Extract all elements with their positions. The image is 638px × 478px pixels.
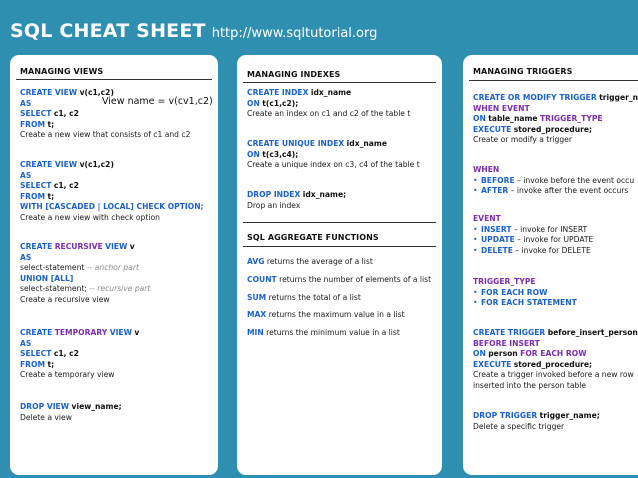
keyword: BEFORE bbox=[481, 175, 515, 185]
text: select-statement; bbox=[20, 284, 87, 294]
keyword: CREATE INDEX bbox=[247, 88, 309, 97]
keyword: RECURSIVE bbox=[54, 242, 103, 251]
divider bbox=[243, 82, 436, 83]
drop-index-block bbox=[247, 190, 346, 211]
comment: -- anchor part bbox=[86, 263, 139, 273]
identifier: t; bbox=[47, 359, 55, 369]
keyword: WHEN EVENT bbox=[473, 103, 530, 113]
keyword: UNION [ALL] bbox=[20, 273, 74, 283]
keyword: AS bbox=[20, 98, 32, 108]
keyword: AS bbox=[20, 338, 32, 348]
keyword: INSERT bbox=[481, 224, 512, 234]
keyword: CREATE VIEW bbox=[20, 160, 78, 169]
keyword: FROM bbox=[20, 119, 46, 129]
list-item bbox=[473, 176, 634, 187]
create-index-block bbox=[247, 88, 410, 120]
description: returns the number of elements of a list bbox=[279, 274, 432, 284]
keyword: SELECT bbox=[20, 349, 52, 359]
create-trigger-block bbox=[473, 93, 638, 146]
keyword: FROM bbox=[20, 191, 46, 201]
comment: -- recursive part bbox=[89, 284, 151, 294]
function-name: MAX bbox=[247, 310, 267, 320]
keyword: TEMPORARY bbox=[54, 328, 108, 337]
identifier: v(c1,c2) bbox=[79, 160, 114, 169]
text: select-statement bbox=[20, 263, 85, 273]
description: returns the total of a list bbox=[268, 292, 361, 302]
aggregate-item bbox=[247, 324, 431, 342]
section-title: MANAGING TRIGGERS bbox=[473, 67, 573, 76]
identifier: stored_procedure; bbox=[513, 359, 593, 369]
keyword: FOR EACH ROW bbox=[520, 349, 587, 359]
card-managing-indexes bbox=[237, 55, 442, 475]
description: Create a recursive view bbox=[20, 294, 110, 304]
annotation-overlay: View name = v(cv1,c2) bbox=[102, 96, 213, 107]
divider bbox=[243, 222, 436, 223]
keyword: VIEW bbox=[105, 242, 128, 251]
keyword: DROP INDEX bbox=[247, 190, 301, 199]
keyword: WITH [CASCADED | LOCAL] CHECK OPTION; bbox=[20, 202, 204, 212]
description: – invoke after the event occurs bbox=[510, 186, 629, 196]
section-title: MANAGING VIEWS bbox=[20, 67, 104, 76]
aggregate-item bbox=[247, 306, 431, 324]
event-block bbox=[473, 214, 593, 256]
identifier: t; bbox=[47, 119, 55, 129]
keyword: AS bbox=[20, 170, 32, 180]
create-recursive-view-block bbox=[20, 242, 150, 306]
keyword: FOR EACH STATEMENT bbox=[481, 298, 577, 308]
create-trigger-example-block bbox=[473, 328, 638, 392]
description: inserted into the person table bbox=[473, 380, 587, 390]
identifier: c1, c2 bbox=[53, 349, 79, 359]
keyword: ON bbox=[473, 114, 486, 124]
aggregate-item bbox=[247, 253, 431, 271]
keyword: CREATE TRIGGER bbox=[473, 328, 546, 337]
description: – invoke for INSERT bbox=[513, 224, 588, 234]
description: Create a unique index on c3, c4 of the table t bbox=[247, 160, 420, 170]
identifier: table_name bbox=[488, 114, 538, 124]
keyword: EVENT bbox=[473, 214, 501, 223]
description: returns the average of a list bbox=[266, 257, 373, 266]
card-managing-views bbox=[10, 55, 218, 475]
keyword: ON bbox=[247, 149, 260, 159]
trigger-type-block bbox=[473, 277, 577, 309]
create-unique-index-block bbox=[247, 139, 420, 171]
description: returns the minimum value in a list bbox=[266, 328, 400, 338]
description: Delete a specific trigger bbox=[473, 421, 565, 431]
keyword: SELECT bbox=[20, 181, 52, 191]
identifier: idx_name bbox=[346, 139, 387, 148]
identifier: trigger_name; bbox=[539, 411, 600, 420]
keyword: CREATE UNIQUE INDEX bbox=[247, 139, 345, 148]
description: Create a trigger invoked before a new row bbox=[473, 370, 634, 380]
divider bbox=[243, 246, 436, 247]
keyword: CREATE bbox=[20, 242, 53, 251]
keyword: BEFORE INSERT bbox=[473, 338, 540, 348]
card-managing-triggers bbox=[463, 55, 638, 475]
identifier: v bbox=[134, 328, 140, 337]
page-title: SQL CHEAT SHEET bbox=[10, 20, 206, 42]
description: Create a temporary view bbox=[20, 370, 115, 380]
create-temporary-view-block bbox=[20, 328, 139, 381]
function-name: SUM bbox=[247, 292, 267, 302]
create-view-check-block bbox=[20, 160, 204, 224]
keyword: TRIGGER_TYPE bbox=[540, 114, 603, 124]
identifier: stored_procedure; bbox=[513, 124, 593, 134]
keyword: FOR EACH ROW bbox=[481, 287, 548, 297]
section-title: SQL AGGREGATE FUNCTIONS bbox=[247, 233, 379, 242]
aggregate-item bbox=[247, 289, 431, 307]
identifier: t(c3,c4); bbox=[262, 149, 299, 159]
keyword: CREATE bbox=[20, 328, 53, 337]
identifier: trigger_n bbox=[599, 93, 638, 102]
keyword: FROM bbox=[20, 359, 46, 369]
function-name: COUNT bbox=[247, 274, 277, 284]
keyword: TRIGGER_TYPE bbox=[473, 277, 536, 286]
description: returns the maximum value in a list bbox=[268, 310, 405, 320]
drop-trigger-block bbox=[473, 411, 600, 432]
list-item bbox=[473, 225, 593, 236]
description: Create a new view with check option bbox=[20, 212, 160, 222]
identifier: before_insert_person bbox=[547, 328, 638, 337]
identifier: idx_name; bbox=[302, 190, 347, 199]
keyword: SELECT bbox=[20, 109, 52, 119]
list-item bbox=[473, 186, 634, 197]
page-header bbox=[10, 20, 377, 50]
list-item bbox=[473, 246, 593, 257]
keyword: EXECUTE bbox=[473, 359, 512, 369]
divider bbox=[469, 80, 638, 81]
identifier: c1, c2 bbox=[53, 181, 79, 191]
divider bbox=[16, 79, 212, 80]
keyword: WHEN bbox=[473, 165, 500, 174]
keyword: AFTER bbox=[481, 186, 509, 196]
identifier: c1, c2 bbox=[53, 109, 79, 119]
keyword: DELETE bbox=[481, 245, 513, 255]
keyword: DROP TRIGGER bbox=[473, 411, 538, 420]
identifier: idx_name bbox=[310, 88, 352, 97]
description: – invoke before the event occu bbox=[517, 175, 635, 185]
function-name: MIN bbox=[247, 328, 264, 338]
list-item bbox=[473, 288, 577, 299]
description: Create or modify a trigger bbox=[473, 135, 572, 145]
keyword: ON bbox=[473, 349, 486, 359]
keyword: CREATE OR MODIFY TRIGGER bbox=[473, 93, 597, 102]
list-item bbox=[473, 235, 593, 246]
keyword: DROP VIEW bbox=[20, 402, 70, 411]
keyword: AS bbox=[20, 252, 32, 262]
aggregate-list bbox=[247, 253, 431, 342]
keyword: EXECUTE bbox=[473, 124, 512, 134]
function-name: AVG bbox=[247, 257, 265, 266]
identifier: v(c1,c2) bbox=[79, 88, 114, 97]
keyword: ON bbox=[247, 98, 260, 108]
site-url[interactable]: http://www.sqltutorial.org bbox=[211, 26, 378, 41]
keyword: UPDATE bbox=[481, 235, 515, 245]
description: Create an index on c1 and c2 of the table t bbox=[247, 109, 411, 119]
description: – invoke for DELETE bbox=[515, 245, 591, 255]
description: Create a new view that consists of c1 and c2 bbox=[20, 130, 191, 140]
aggregate-item bbox=[247, 271, 431, 289]
description: Delete a view bbox=[20, 412, 72, 422]
keyword: VIEW bbox=[109, 328, 132, 337]
identifier: view_name; bbox=[71, 402, 122, 411]
when-block bbox=[473, 165, 634, 197]
keyword: CREATE VIEW bbox=[20, 88, 78, 97]
description: Drop an index bbox=[247, 200, 301, 210]
identifier: t(c1,c2); bbox=[262, 98, 299, 108]
section-title: MANAGING INDEXES bbox=[247, 70, 341, 79]
identifier: v bbox=[129, 242, 135, 251]
identifier: t; bbox=[47, 191, 55, 201]
drop-view-block bbox=[20, 402, 122, 423]
list-item bbox=[473, 298, 577, 309]
description: – invoke for UPDATE bbox=[517, 235, 594, 245]
identifier: person bbox=[488, 349, 518, 359]
